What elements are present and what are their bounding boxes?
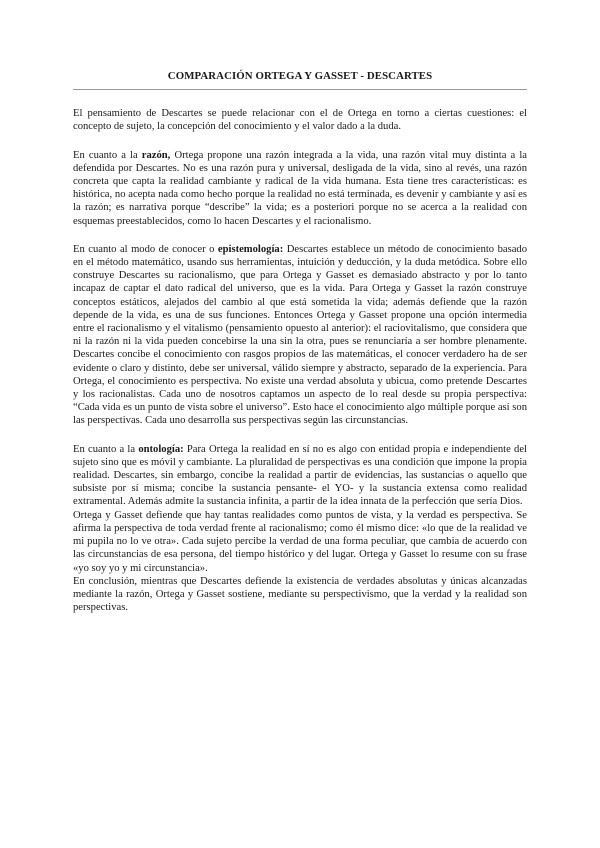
verdad-paragraph: Ortega y Gasset defiende que hay tantas realidades como puntos de vista, y la verdad es perspectiva. Se afirma la perspectiva de toda verdad frente al racionalismo; como él mismo dice: «lo que de la realidad ve mi pupila no lo ve otra». Cada sujeto percibe la verdad de una forma peculiar, que cambia de acuerdo con las circunstancias de esa persona, del tiempo histórico y del lugar. Ortega y Gasset lo resume con su frase «yo soy yo y mi circunstancia». (73, 509, 527, 574)
ontologia-paragraph (73, 443, 527, 509)
ontologia-text: Para Ortega la realidad en sí no es algo con entidad propia e independiente del sujeto sino que es móvil y cambiante. La pluralidad de perspectivas es una condición que impone la propia realidad. Descartes, sin embargo, concibe la realidad a partir de evidencias, las sustancias o aquello que subsiste por sí misma; concibe la sustancia pensante- el YO- y la sustancia extensa como realidad extramental. Además admite la sustancia infinita, a partir de la idea innata de la perfección que sería Dios. (73, 443, 527, 508)
razon-paragraph (73, 149, 527, 228)
razon-term: razón, (141, 149, 171, 161)
ontologia-term: ontología: (138, 443, 184, 455)
epistemologia-text: Descartes establece un método de conocimiento basado en el método matemático, usando sus herramientas, intuición y deducción, y la duda metódica. Sobre ello construye Descartes su racionalismo, que para Ortega y Gasset es demasiado abstracto y por lo tanto incapaz de captar el dato radical del universo, que es la vida. Para Ortega y Gasset la razón construye conceptos estáticos, alejados del cambio al que está sometida la vida; además defiende que la razón depende de la vida, es una de sus funciones. Entonces Ortega y Gasset propone una opción intermedia entre el racionalismo y el vitalismo (pensamiento opuesto al anterior): el raciovitalismo, que considera que ni la razón ni la vida pueden concebirse la una sin la otra, pues se renunciaría a ser hombre plenamente. Descartes concibe el conocimiento con rasgos propios de las matemáticas, el conocer verdadero ha de ser evidente o claro y distinto, debe ser universal, válido siempre y abstracto, separado de la experiencia. Para Ortega, el conocimiento es perspectiva. No existe una verdad absoluta y ubicua, como pretende Descartes y los racionalistas. Cada uno de nosotros captamos un aspecto de lo real desde su propia perspectiva: “Cada vida es un punto de vista sobre el universo”. Esto hace el conocimiento algo múltiple porque así son las perspectivas. Cada uno desarrolla sus perspectivas según las circunstancias. (73, 243, 527, 427)
document-title: COMPARACIÓN ORTEGA Y GASSET - DESCARTES (73, 70, 527, 90)
conclusion-paragraph: En conclusión, mientras que Descartes defiende la existencia de verdades absolutas y únicas alcanzadas mediante la razón, Ortega y Gasset sostiene, mediante su perspectivismo, que la verdad y la realidad son perspectivas. (73, 575, 527, 614)
epistemologia-paragraph (73, 243, 527, 428)
epistemologia-term: epistemología: (217, 243, 284, 255)
epistemologia-lead: En cuanto al modo de conocer o (73, 243, 218, 255)
intro-paragraph: El pensamiento de Descartes se puede relacionar con el de Ortega en torno a ciertas cuestiones: el concepto de sujeto, la concepción del conocimiento y el valor dado a la duda. (73, 108, 527, 133)
ontologia-lead: En cuanto a la (73, 443, 139, 455)
razon-text: Ortega propone una razón integrada a la vida, una razón vital muy distinta a la defendida por Descartes. No es una razón pura y universal, desligada de la vida, sino al revés, una razón concreta que capta la realidad cambiante y radical de la vida humana. Esta tiene tres características: es histórica, no acepta nada como hecho porque la realidad no está terminada, es devenir y cambiante y así es la razón; es narrativa porque “describe” la vida; es a posteriori porque no se acerca a la realidad con esquemas preestablecidos, como lo hacen Descartes y el racionalismo. (73, 149, 527, 227)
razon-lead: En cuanto a la (73, 149, 142, 161)
